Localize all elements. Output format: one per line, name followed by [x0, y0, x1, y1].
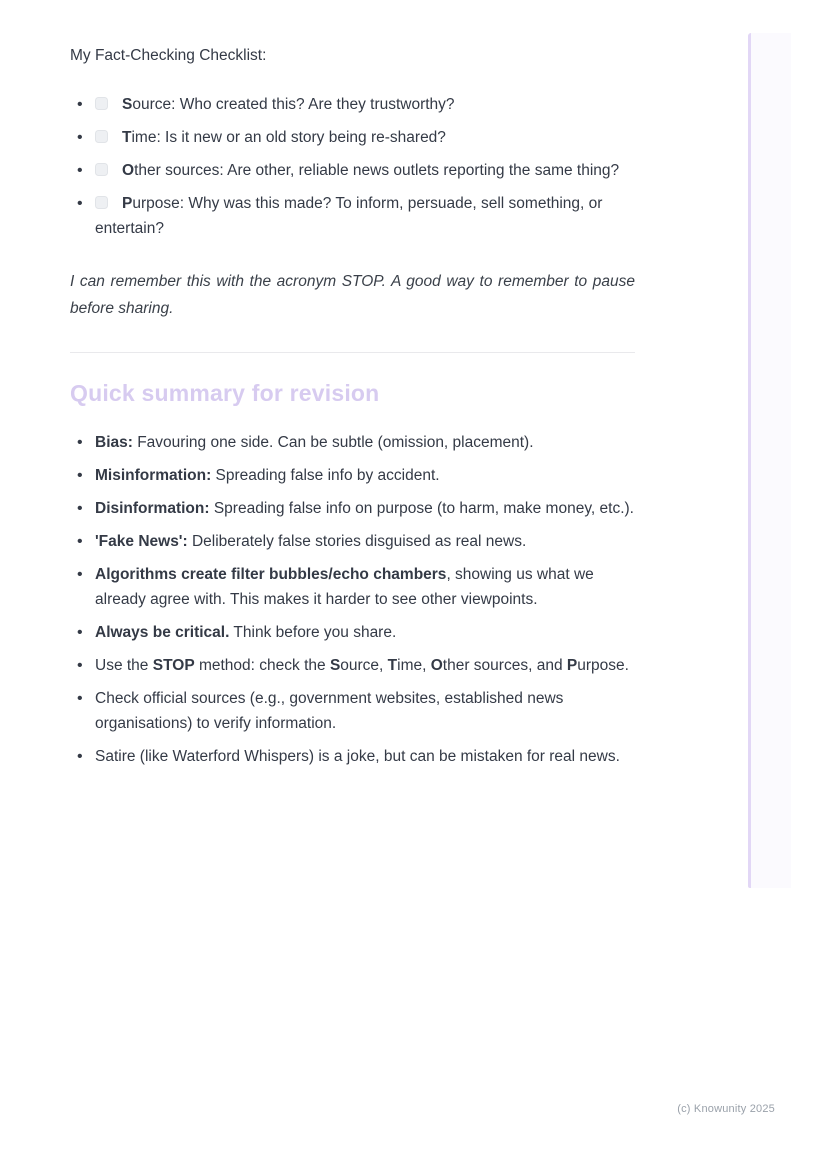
plain-text: method: check the — [194, 657, 330, 674]
copyright-footer: (c) Knowunity 2025 — [677, 1103, 775, 1115]
bold-text: S — [122, 96, 133, 113]
summary-item — [70, 430, 635, 455]
checklist-item — [70, 125, 635, 150]
summary-list — [70, 430, 635, 769]
plain-text: Check official sources (e.g., government websites, established news organisations) to verify information. — [95, 690, 564, 732]
stop-acronym-note: I can remember this with the acronym STOP. A good way to remember to pause before sharing. — [70, 273, 635, 317]
bold-text: Always be critical. — [95, 624, 230, 641]
plain-text: ime, — [397, 657, 431, 674]
bold-text: S — [329, 657, 341, 674]
checklist-item — [70, 158, 635, 183]
summary-item — [70, 653, 635, 678]
plain-text: ime: Is it new or an old story being re-shared? — [131, 129, 446, 146]
bold-text: T — [387, 657, 398, 674]
plain-text: Think before you share. — [229, 624, 397, 641]
plain-text: ther sources, and — [442, 657, 567, 674]
checklist-item-text — [95, 195, 602, 237]
summary-item — [70, 463, 635, 488]
bold-text: Algorithms create filter bubbles/echo chambers — [95, 566, 447, 583]
bold-text: 'Fake News': — [95, 533, 188, 550]
summary-item — [70, 562, 635, 612]
summary-item — [70, 686, 635, 736]
checkbox[interactable] — [95, 130, 108, 143]
bold-text: P — [122, 195, 133, 212]
note-content — [70, 43, 635, 777]
checklist-item — [70, 92, 635, 117]
plain-text: Use the — [95, 657, 153, 674]
bold-text: STOP — [152, 657, 195, 674]
checklist-item-text — [122, 96, 455, 113]
checklist-item-text — [122, 162, 619, 179]
fact-checklist — [70, 92, 635, 241]
bold-text: Bias: — [95, 434, 133, 451]
summary-item — [70, 620, 635, 645]
checklist-item-text — [122, 129, 446, 146]
plain-text: Deliberately false stories disguised as real news. — [187, 533, 527, 550]
plain-text: Spreading false info by accident. — [211, 467, 440, 484]
bold-text: O — [122, 162, 135, 179]
bold-text: P — [566, 657, 578, 674]
section-divider — [70, 352, 635, 353]
plain-text: urpose. — [577, 657, 629, 674]
summary-heading: Quick summary for revision — [70, 380, 380, 406]
summary-item — [70, 529, 635, 554]
plain-text: Favouring one side. Can be subtle (omission, placement). — [132, 434, 534, 451]
bold-text: Misinformation: — [95, 467, 212, 484]
checkbox[interactable] — [95, 196, 108, 209]
checklist-title: My Fact-Checking Checklist: — [70, 47, 267, 64]
summary-item — [70, 744, 635, 769]
checkbox[interactable] — [95, 163, 108, 176]
checkbox[interactable] — [95, 97, 108, 110]
summary-item — [70, 496, 635, 521]
plain-text: ource: Who created this? Are they trustworthy? — [132, 96, 455, 113]
plain-text: urpose: Why was this made? To inform, persuade, sell something, or entertain? — [95, 195, 603, 237]
bold-text: Disinformation: — [95, 500, 210, 517]
plain-text: Spreading false info on purpose (to harm, make money, etc.). — [209, 500, 634, 517]
plain-text: , showing us what we already agree with. This makes it harder to see other viewpoints. — [95, 566, 594, 608]
plain-text: ource, — [340, 657, 388, 674]
checklist-item — [70, 191, 635, 241]
bold-text: O — [430, 657, 443, 674]
plain-text: Satire (like Waterford Whispers) is a joke, but can be mistaken for real news. — [95, 748, 620, 765]
bold-text: T — [122, 129, 132, 146]
plain-text: ther sources: Are other, reliable news outlets reporting the same thing? — [134, 162, 620, 179]
page-accent-strip — [748, 33, 791, 888]
